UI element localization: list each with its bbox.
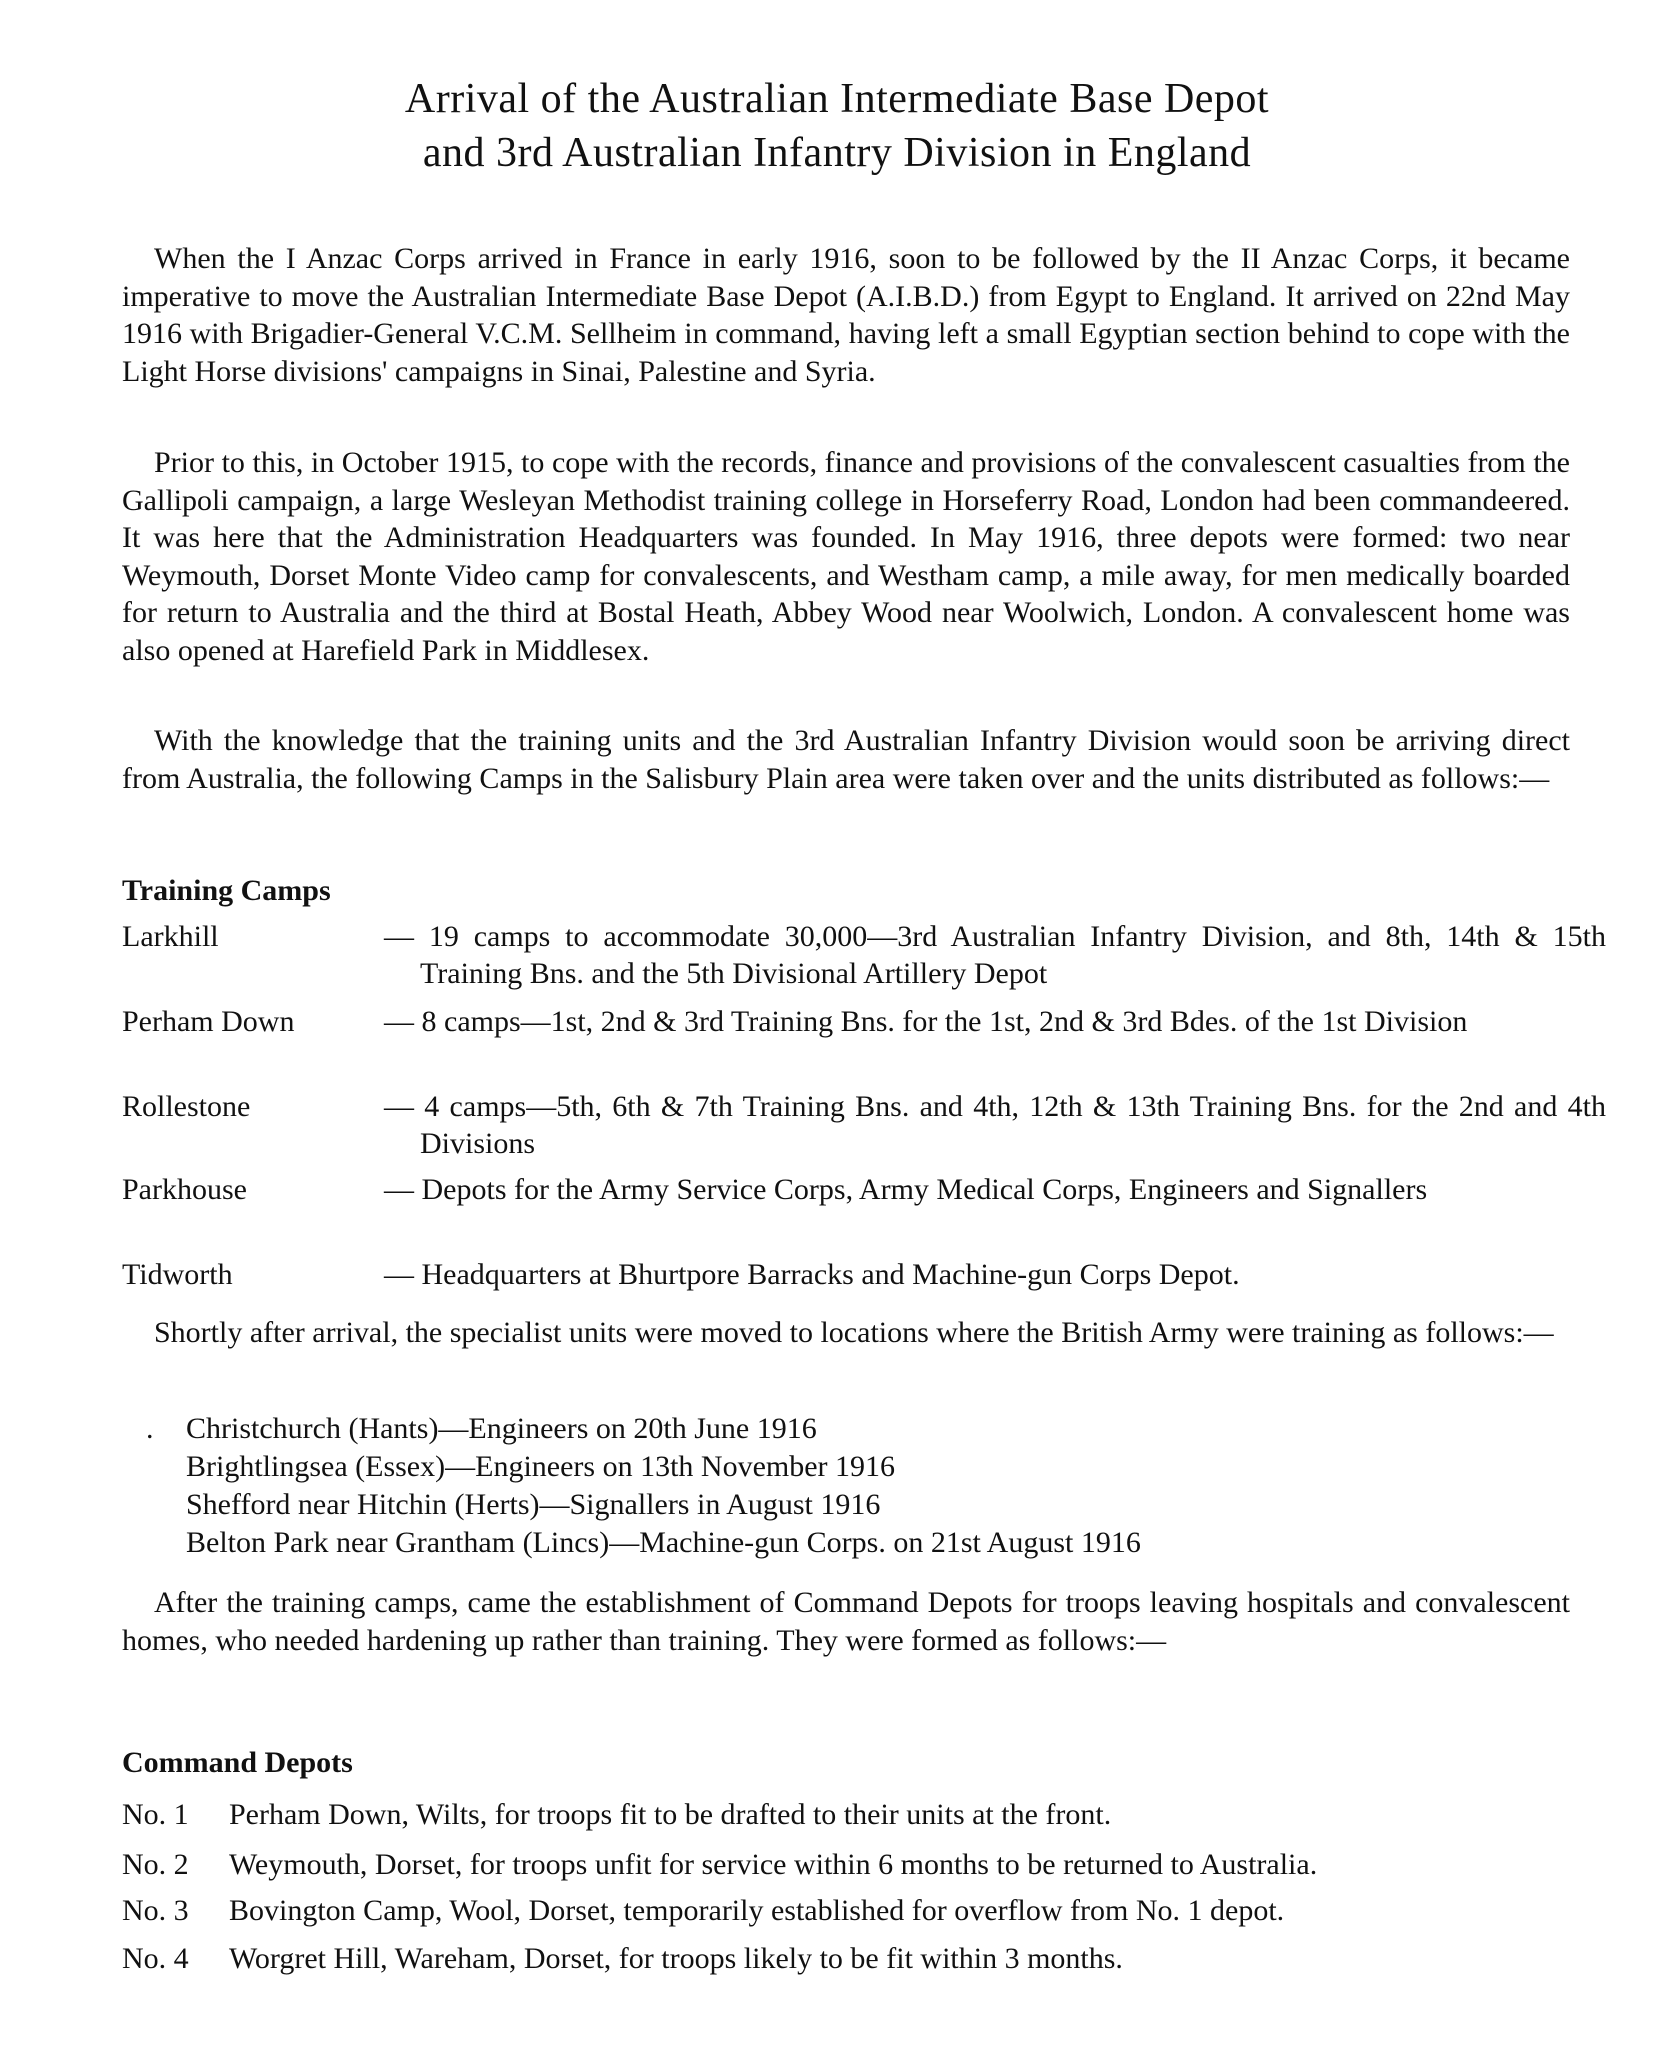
depot-number: No. 1	[122, 1798, 189, 1831]
depot-number: No. 3	[122, 1894, 189, 1927]
camp-name: Parkhouse	[122, 1173, 247, 1206]
title-line-2: and 3rd Australian Infantry Division in England	[422, 130, 1252, 176]
page-title	[0, 72, 1674, 180]
depot-number: No. 2	[122, 1848, 189, 1881]
camp-description: — 19 camps to accommodate 30,000—3rd Australian Infantry Division, and 8th, 14th & 15th Training Bns. and the 5th Divisional Artillery Depot	[384, 920, 1606, 990]
paragraph-command-depots: After the training camps, came the establishment of Command Depots for troops leaving hospitals and convalescent homes, who needed hardening up rather than training. They were formed as follows:—	[122, 1586, 1570, 1657]
depot-description: Weymouth, Dorset, for troops unfit for service within 6 months to be returned to Australia.	[229, 1848, 1318, 1881]
list-bullet: .	[146, 1412, 154, 1445]
depot-description: Bovington Camp, Wool, Dorset, temporarily established for overflow from No. 1 depot.	[229, 1894, 1285, 1927]
paragraph-specialist-units: Shortly after arrival, the specialist units were moved to locations where the British Army were training as follows:—	[154, 1316, 1554, 1349]
camp-description: — 8 camps—1st, 2nd & 3rd Training Bns. for the 1st, 2nd & 3rd Bdes. of the 1st Division	[384, 1005, 1468, 1038]
camp-name: Perham Down	[122, 1005, 295, 1038]
depot-number: No. 4	[122, 1942, 189, 1975]
camp-name: Rollestone	[122, 1090, 251, 1123]
depot-row	[122, 1892, 1284, 1930]
camp-description: — Depots for the Army Service Corps, Army Medical Corps, Engineers and Signallers	[384, 1173, 1428, 1206]
paragraph-aibd-arrival: When the I Anzac Corps arrived in France in early 1916, soon to be followed by the II Anzac Corps, it became imperative to move the Australian Intermediate Base Depot (A.I.B.D.) from Egypt to England. It arrived on 22nd May 1916 with Brigadier-General V.C.M. Sellheim in command, having left a small Egyptian section behind to cope with the Light Horse divisions' campaigns in Sinai, Palestine and Syria.	[122, 242, 1570, 388]
training-camps-heading: Training Camps	[122, 874, 331, 907]
list-item: Belton Park near Grantham (Lincs)—Machine-gun Corps. on 21st August 1916	[186, 1526, 1141, 1559]
depot-row	[122, 1846, 1317, 1884]
camp-name: Tidworth	[122, 1258, 233, 1291]
depot-row	[122, 1940, 1123, 1978]
list-item: Brightlingsea (Essex)—Engineers on 13th November 1916	[186, 1450, 896, 1483]
depot-description: Worgret Hill, Wareham, Dorset, for troops likely to be fit within 3 months.	[229, 1942, 1123, 1975]
paragraph-headquarters: Prior to this, in October 1915, to cope with the records, finance and provisions of the convalescent casualties from the Gallipoli campaign, a large Wesleyan Methodist training college in Horseferry Road, London had been commandeered. It was here that the Administration Headquarters was founded. In May 1916, three depots were formed: two near Weymouth, Dorset Monte Video camp for convalescents, and Westham camp, a mile away, for men medically boarded for return to Australia and the third at Bostal Heath, Abbey Wood near Woolwich, London. A convalescent home was also opened at Harefield Park in Middlesex.	[122, 446, 1570, 667]
list-item: Shefford near Hitchin (Herts)—Signallers in August 1916	[186, 1488, 881, 1521]
depot-description: Perham Down, Wilts, for troops fit to be drafted to their units at the front.	[229, 1798, 1112, 1831]
title-line-1: Arrival of the Australian Intermediate Base Depot	[404, 76, 1270, 122]
paragraph-salisbury-camps: With the knowledge that the training units and the 3rd Australian Infantry Division would soon be arriving direct from Australia, the following Camps in the Salisbury Plain area were taken over and the units distributed as follows:—	[122, 724, 1570, 795]
depot-row	[122, 1796, 1111, 1834]
camp-description: — Headquarters at Bhurtpore Barracks and Machine-gun Corps Depot.	[384, 1258, 1240, 1291]
list-item: Christchurch (Hants)—Engineers on 20th June 1916	[186, 1412, 817, 1445]
camp-name: Larkhill	[122, 920, 219, 953]
camp-description: — 4 camps—5th, 6th & 7th Training Bns. and 4th, 12th & 13th Training Bns. for the 2nd and 4th Divisions	[384, 1090, 1606, 1160]
specialist-locations-list	[186, 1410, 1141, 1562]
command-depots-heading: Command Depots	[122, 1746, 353, 1779]
